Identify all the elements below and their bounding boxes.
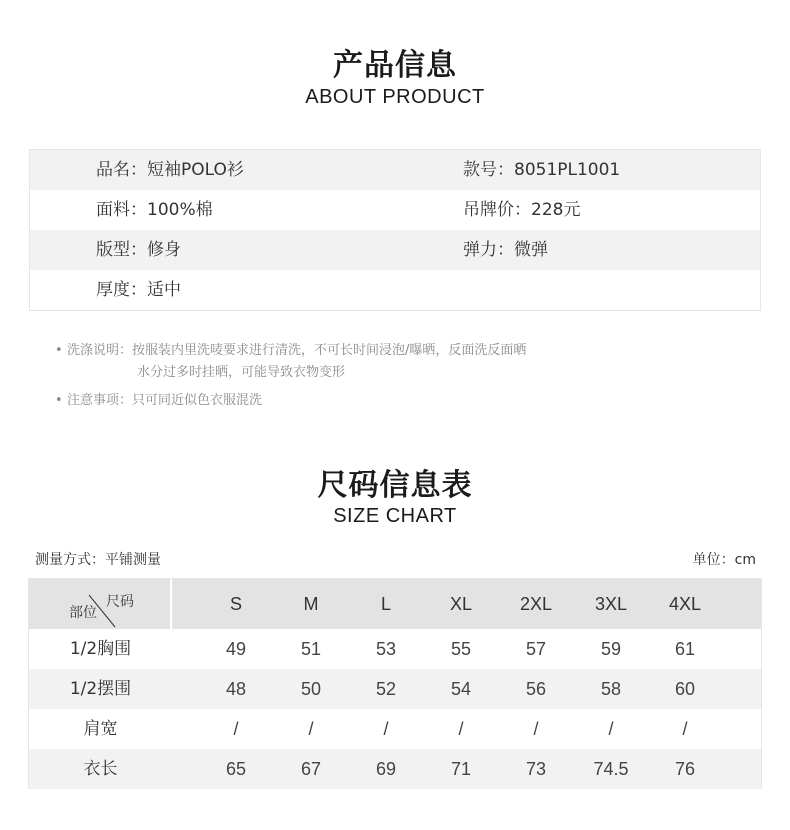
table-cell: 49 [225,639,247,659]
table-cell: 50 [300,679,322,699]
info-thickness: 厚度：适中 [96,280,181,300]
table-cell: 73 [525,759,547,779]
row-label-hem: 1/2摆围 [69,679,132,699]
row-label-shoulder: 肩宽 [83,719,118,739]
attention-text: 只可同近似色衣服混洗 [132,393,263,408]
row-label-length: 衣长 [83,759,118,779]
table-cell: 74.5 [593,759,629,779]
corner-part-label: 部位 [69,605,97,621]
table-cell: / [308,719,314,739]
table-cell: 56 [525,679,547,699]
table-cell: 59 [600,639,622,659]
product-title-en: ABOUT PRODUCT [305,86,485,108]
info-elasticity: 弹力：微弹 [463,240,548,260]
table-cell: 61 [674,639,696,659]
size-title-en: SIZE CHART [333,505,457,527]
info-row [30,230,760,270]
product-title-cn: 产品信息 [333,48,457,83]
wash-line1: 按服装内里洗唛要求进行清洗，不可长时间浸泡/曝晒，反面洗反面晒 [132,343,527,358]
bullet-icon: • [55,343,63,358]
table-cell: 53 [375,639,397,659]
table-cell: 71 [450,759,472,779]
size-col-4xl: 4XL [668,594,702,614]
table-cell: / [682,719,688,739]
table-row [29,709,761,749]
table-cell: 48 [225,679,247,699]
table-cell: / [608,719,614,739]
info-row [30,270,760,310]
diagonal-line-icon [29,579,172,629]
table-cell: / [383,719,389,739]
table-cell: 60 [674,679,696,699]
table-cell: 69 [375,759,397,779]
attention-label: 注意事项： [67,393,133,408]
table-cell: 55 [450,639,472,659]
size-col-2xl: 2XL [519,594,553,614]
size-col-m: M [303,594,319,614]
table-cell: 57 [525,639,547,659]
table-cell: 76 [674,759,696,779]
size-chart-table [28,578,762,789]
table-cell: 51 [300,639,322,659]
size-col-s: S [229,594,242,614]
table-cell: / [233,719,239,739]
table-row [29,749,761,789]
table-cell: / [533,719,539,739]
table-cell: 52 [375,679,397,699]
info-tag-price: 吊牌价：228元 [463,200,581,220]
info-fit: 版型：修身 [96,240,181,260]
info-row [30,190,760,230]
corner-cell [29,579,172,629]
size-col-xl: XL [449,594,473,614]
wash-label: 洗涤说明： [67,343,133,358]
table-cell: / [458,719,464,739]
table-cell: 54 [450,679,472,699]
info-style-number: 款号：8051PL1001 [463,160,621,180]
size-col-3xl: 3XL [594,594,628,614]
table-cell: 58 [600,679,622,699]
size-chart-header [29,579,761,629]
corner-size-label: 尺码 [106,594,134,610]
product-info-table [29,149,761,311]
info-row [30,150,760,190]
info-name: 品名：短袖POLO衫 [96,160,244,180]
attention-note [55,390,262,412]
measure-method: 测量方式：平铺测量 [35,552,161,568]
unit-label: 单位：cm [692,552,756,568]
table-row [29,669,761,709]
size-title-cn: 尺码信息表 [317,468,473,503]
table-cell: 67 [300,759,322,779]
size-col-l: L [380,594,391,614]
bullet-icon: • [55,393,63,408]
table-row [29,629,761,669]
row-label-chest: 1/2胸围 [69,639,132,659]
wash-note [55,340,526,362]
table-cell: 65 [225,759,247,779]
wash-line2: 水分过多时挂晒，可能导致衣物变形 [137,365,346,380]
info-fabric: 面料：100%棉 [96,200,213,220]
